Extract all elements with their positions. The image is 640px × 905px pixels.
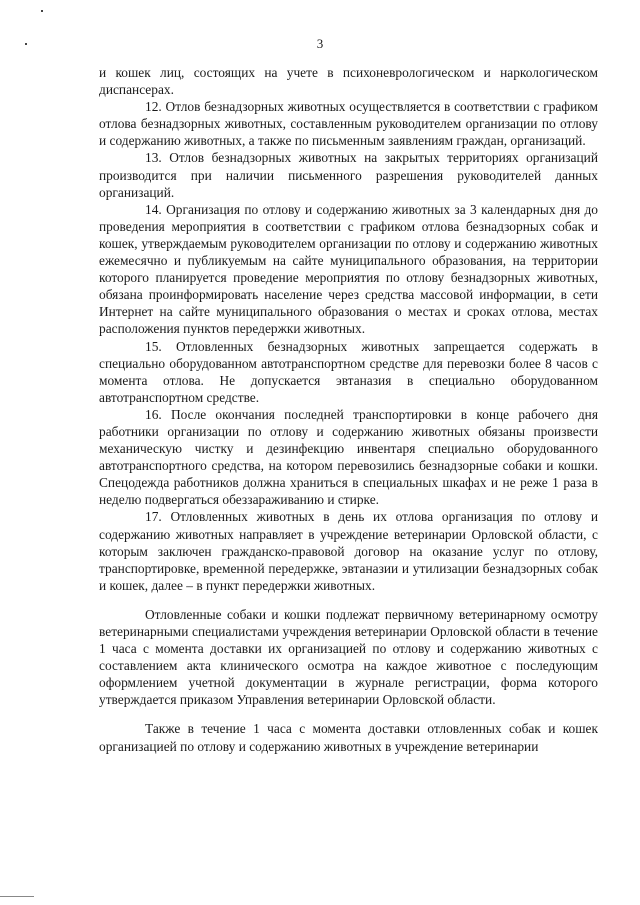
- paragraph-inspection: Отловленные собаки и кошки подлежат первичному ветеринарному осмотру ветеринарными специалистами учреждения ветеринарии Орловской области в течение 1 часа с момента доставки их организацией по отлову и содержанию животных с составлением акта клинического осмотра на каждое животное с последующим оформлением учетной документации в журнале регистрации, форма которого утверждается приказом Управления ветеринарии Орловской области.: [99, 606, 598, 708]
- scan-speck: [41, 10, 43, 12]
- paragraph-13: 13. Отлов безнадзорных животных на закрытых территориях организаций производится при наличии письменного разрешения руководителей данных организаций.: [99, 150, 598, 200]
- paragraph-continuation: и кошек лиц, состоящих на учете в психоневрологическом и наркологическом диспансерах.: [99, 65, 598, 98]
- document-body: [99, 64, 598, 755]
- scan-edge-line: [0, 896, 34, 897]
- paragraph-16: 16. После окончания последней транспортировки в конце рабочего дня работники организации по отлову и содержанию животных обязаны произвести механическую чистку и дезинфекцию инвентаря специально оборудованного автотранспортного средства, на котором перевозились безнадзорные собаки и кошки. Спецодежда работников должна храниться в специальных шкафах и не реже 1 раза в неделю подвергаться обеззараживанию и стирке.: [99, 406, 598, 508]
- paragraph-15: 15. Отловленных безнадзорных животных запрещается содержать в специально оборудованном автотранспортном средстве для перевозки более 8 часов с момента отлова. Не допускается эвтаназия в специально оборудованном автотранспортном средстве.: [99, 338, 598, 405]
- page-number: 3: [316, 36, 324, 51]
- paragraph-12: 12. Отлов безнадзорных животных осуществляется в соответствии с графиком отлова безнадзорных животных, составленным руководителем организации по отлову и содержанию животных, а также по письменным заявлениям граждан, организаций.: [99, 99, 598, 149]
- paragraph-14: 14. Организация по отлову и содержанию животных за 3 календарных дня до проведения мероприятия в соответствии с графиком отлова безнадзорных собак и кошек, утверждаемым руководителем организации по отлову и содержанию животных ежемесячно и публикуемым на сайте муниципального образования, на территории которого планируется проведение мероприятия по отлову безнадзорных животных, обязана проинформировать население через средства массовой информации, в сети Интернет на сайте муниципального образования о местах и сроках отлова, местах расположения пунктов передержки животных.: [99, 201, 598, 337]
- paragraph-delivery: Также в течение 1 часа с момента доставки отловленных собак и кошек организацией по отлову и содержанию животных в учреждение ветеринарии: [99, 721, 598, 754]
- paragraph-17: 17. Отловленных животных в день их отлова организация по отлову и содержанию животных направляет в учреждение ветеринарии Орловской области, с которым заключен гражданско-правовой договор на оказание услуг по отлову, транспортировке, временной передержке, эвтаназии и утилизации безнадзорных собак и кошек, далее – в пункт передержки животных.: [99, 509, 598, 593]
